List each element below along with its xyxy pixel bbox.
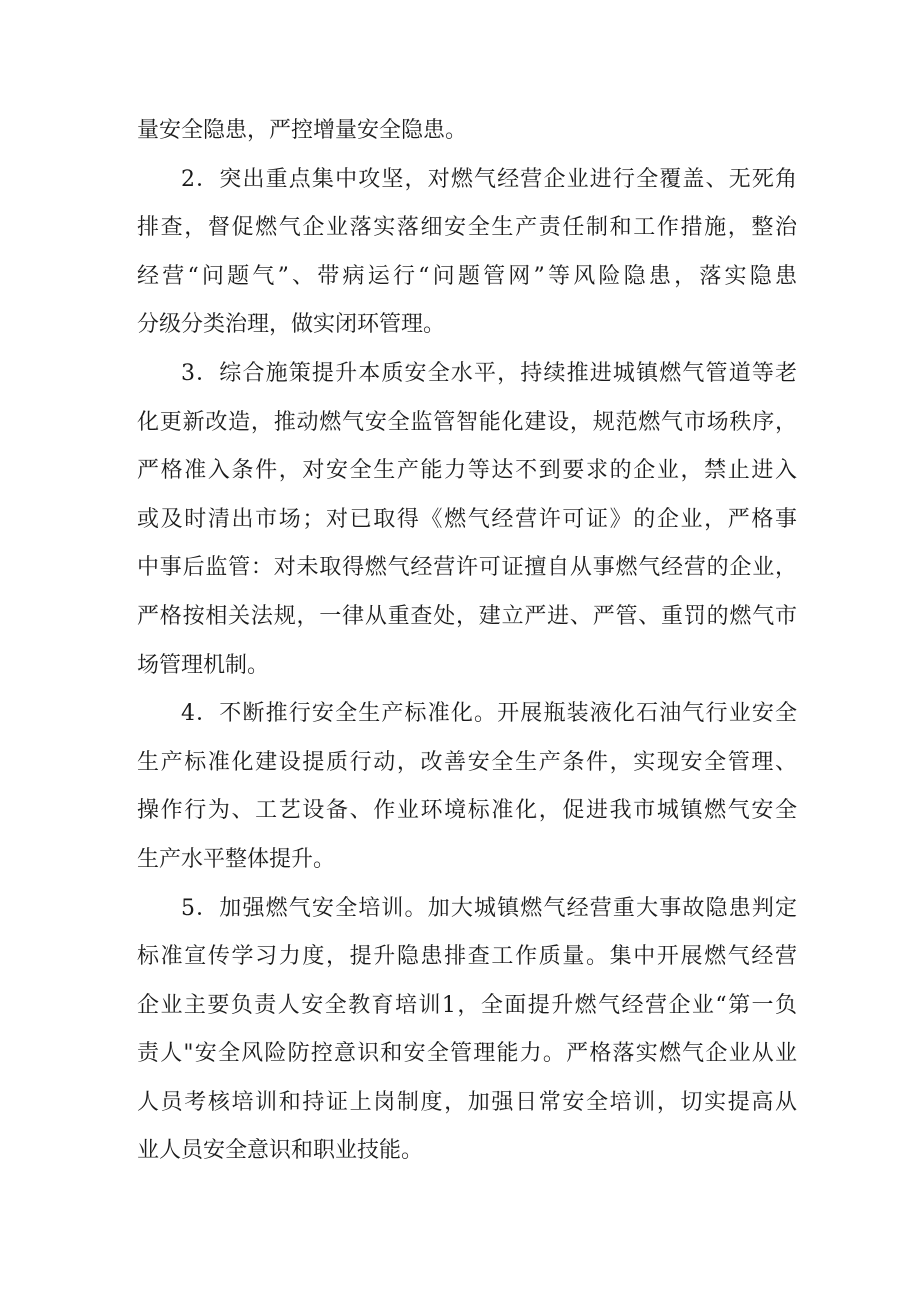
text-line: 经营“问题气”、带病运行“问题管网”等风险隐患，落实隐患 — [137, 263, 797, 289]
text-line: 3．综合施策提升本质安全水平，持续推进城镇燃气管道等老 — [181, 360, 797, 386]
text-line: 中事后监管：对未取得燃气经营许可证擅自从事燃气经营的企业， — [137, 555, 797, 581]
text-line: 或及时清出市场；对已取得《燃气经营许可证》的企业，严格事 — [137, 506, 797, 532]
text-line: 责人"安全风险防控意识和安全管理能力。严格落实燃气企业从业 — [137, 1041, 797, 1067]
text-line: 操作行为、工艺设备、作业环境标准化，促进我市城镇燃气安全 — [137, 798, 797, 824]
text-line: 4．不断推行安全生产标准化。开展瓶装液化石油气行业安全 — [181, 701, 797, 727]
document-body — [137, 107, 797, 1176]
paragraph-continuation — [137, 107, 797, 156]
text-line: 严格按相关法规，一律从重查处，建立严进、严管、重罚的燃气市 — [137, 603, 797, 629]
text-line: 化更新改造，推动燃气安全监管智能化建设，规范燃气市场秩序， — [137, 409, 797, 435]
paragraph-item-4 — [137, 690, 797, 884]
paragraph-item-5 — [137, 885, 797, 1177]
text-line: 排查，督促燃气企业落实落细安全生产责任制和工作措施，整治 — [137, 215, 797, 241]
text-line: 严格准入条件，对安全生产能力等达不到要求的企业，禁止进入 — [137, 458, 797, 484]
paragraph-item-2 — [137, 156, 797, 350]
text-line: 业人员安全意识和职业技能。 — [137, 1138, 424, 1164]
text-line: 人员考核培训和持证上岗制度，加强日常安全培训，切实提高从 — [137, 1089, 797, 1115]
text-line: 场管理机制。 — [137, 652, 270, 678]
paragraph-item-3 — [137, 350, 797, 690]
text-line: 生产标准化建设提质行动，改善安全生产条件，实现安全管理、 — [137, 749, 797, 775]
text-line: 量安全隐患，严控增量安全隐患。 — [137, 118, 468, 143]
text-line: 5．加强燃气安全培训。加大城镇燃气经营重大事故隐患判定 — [181, 895, 797, 921]
text-line: 生产水平整体提升。 — [137, 846, 336, 872]
text-line: 标准宣传学习力度，提升隐患排查工作质量。集中开展燃气经营 — [137, 944, 797, 970]
text-line: 企业主要负责人安全教育培训1，全面提升燃气经营企业“第一负 — [137, 992, 797, 1018]
text-line: 2．突出重点集中攻坚，对燃气经营企业进行全覆盖、无死角 — [181, 166, 797, 192]
text-line: 分级分类治理，做实闭环管理。 — [137, 312, 446, 338]
